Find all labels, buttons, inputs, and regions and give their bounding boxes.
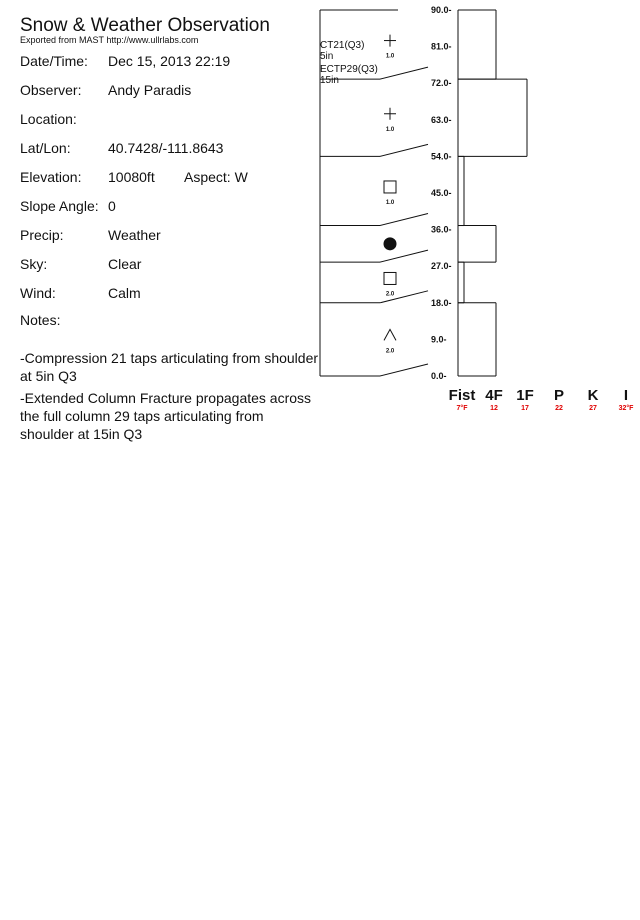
depth-tick-label: 18.0- (431, 297, 452, 308)
hardness-scale-temp: 32°F (618, 405, 634, 412)
export-source: Exported from MAST http://www.ullrlabs.com (20, 35, 199, 45)
depth-tick-label: 36.0- (431, 224, 452, 235)
depth-tick-label: 9.0- (431, 334, 447, 345)
field-label: Precip: (20, 227, 64, 243)
field-label: Slope Angle: (20, 198, 99, 214)
field-label: Location: (20, 111, 77, 127)
test-depth: 5in (320, 51, 334, 62)
depth-tick-label: 63.0- (431, 114, 452, 125)
hardness-scale (449, 387, 634, 412)
grain-size-label: 1.0 (385, 53, 395, 60)
test-label: ECTP29(Q3) (320, 64, 378, 75)
aspect-value: Aspect: W (184, 169, 248, 185)
hardness-scale-label: Fist (448, 387, 476, 404)
hardness-scale-label: 1F (516, 387, 534, 404)
depth-axis (431, 5, 458, 381)
grain-size-label: 1.0 (385, 199, 395, 206)
depth-tick-label: 81.0- (431, 41, 452, 52)
layer-connector (380, 364, 428, 376)
grain-square-icon (384, 272, 396, 284)
hardness-scale-temp: 12 (490, 405, 498, 412)
layer-connector (380, 214, 428, 226)
field-value: Dec 15, 2013 22:19 (108, 53, 231, 69)
test-depth: 15in (320, 75, 339, 86)
field-value: 10080ft (108, 169, 155, 185)
field-value: 0 (108, 198, 116, 214)
field-label: Elevation: (20, 169, 82, 185)
hardness-scale-label: I (623, 387, 629, 404)
depth-tick-label: 72.0- (431, 78, 452, 89)
field-value: Weather (108, 227, 161, 243)
hardness-scale-label: 4F (485, 387, 503, 404)
depth-tick-label: 0.0- (431, 371, 447, 381)
field-value: 40.7428/-111.8643 (108, 140, 224, 156)
depth-tick-label: 90.0- (431, 5, 452, 15)
note-item: -Compression 21 taps articulating from shoulder at 5in Q3 (20, 350, 319, 384)
depth-tick-label: 54.0- (431, 151, 452, 162)
grain-size-label: 1.0 (385, 126, 395, 133)
grain-dot-icon (384, 237, 397, 250)
snow-profile-diagram (0, 0, 640, 420)
field-label: Lat/Lon: (20, 140, 71, 156)
layer-connector (380, 144, 428, 156)
notes-label: Notes: (20, 312, 61, 328)
hardness-scale-temp: 27 (589, 405, 597, 412)
layer-connector (380, 250, 428, 262)
field-value: Clear (108, 256, 142, 272)
hardness-scale-temp: 7°F (456, 405, 468, 412)
hardness-scale-temp: 17 (521, 405, 529, 412)
field-value: Andy Paradis (108, 82, 192, 98)
field-label: Wind: (20, 285, 56, 301)
test-label: CT21(Q3) (320, 40, 365, 51)
page-title: Snow & Weather Observation (20, 15, 270, 36)
depth-tick-label: 27.0- (431, 261, 452, 272)
note-item: -Extended Column Fracture propagates across the full column 29 taps articulating from shoulder at 15in Q3 (20, 390, 312, 442)
hardness-scale-temp: 22 (555, 405, 563, 412)
depth-tick-label: 45.0- (431, 188, 452, 198)
field-label: Date/Time: (20, 53, 88, 69)
grain-caret-icon (384, 329, 396, 340)
grain-square-icon (384, 181, 396, 193)
grain-size-label: 2.0 (385, 291, 395, 298)
layer-connector (380, 67, 428, 79)
hardness-scale-label: K (587, 387, 599, 404)
field-value: Calm (108, 285, 141, 301)
hardness-scale-label: P (553, 387, 565, 404)
grain-size-label: 2.0 (385, 348, 395, 355)
field-label: Observer: (20, 82, 82, 98)
field-label: Sky: (20, 256, 48, 272)
